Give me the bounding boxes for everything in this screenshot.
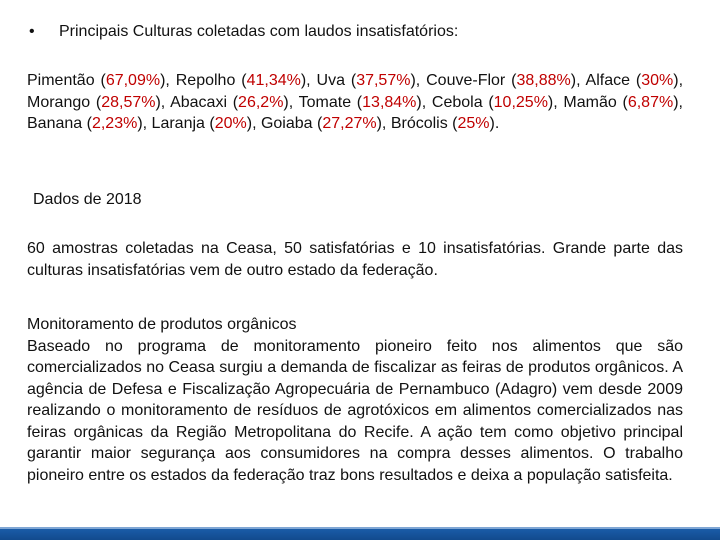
crop-name: Brócolis	[390, 115, 448, 132]
organic-title: Monitoramento de produtos orgânicos	[27, 316, 297, 333]
crop-percentage: 38,88%	[516, 72, 571, 89]
crop-item: Tomate (13,84%),	[298, 93, 432, 111]
crop-percentage: 30%	[641, 72, 674, 89]
crop-item: Alface (30%),	[585, 72, 684, 89]
crop-item: Repolho (41,34%),	[175, 72, 317, 89]
crop-name: Pimentão	[27, 72, 95, 89]
organic-body: Baseado no programa de monitoramento pioneiro feito nos alimentos que são comercializados no Ceasa surgiu a demanda de fiscalizar as feiras de produtos orgânicos. A agência de Defesa e Fiscalização Agropecuária de Pernambuco (Adagro) vem desde 2009 realizando o monitoramento de resíduos de agrotóxicos em alimentos comercializados nas feiras orgânicas da Região Metropolitana do Recife. A ação tem como objetivo principal garantir maior segurança aos consumidores na compra desses alimentos. O trabalho pioneiro entre os estados da federação traz bons resultados e deixa a população satisfeita.	[27, 337, 683, 484]
crop-percentage: 10,25%	[493, 93, 548, 111]
crop-name: Repolho	[175, 72, 236, 89]
bullet-icon: •	[29, 23, 35, 40]
year-heading: Dados de 2018	[33, 191, 142, 208]
crop-name: Morango	[27, 93, 91, 111]
crop-name: Uva	[316, 72, 345, 89]
crop-percentage: 6,87%	[627, 93, 674, 111]
crop-name: Goiaba	[260, 115, 313, 132]
crop-percentage: 20%	[214, 115, 247, 132]
crop-item: Goiaba (27,27%),	[260, 115, 391, 132]
crop-item: Cebola (10,25%),	[431, 93, 564, 111]
crop-percentage: 25%	[457, 115, 490, 132]
crop-item: Laranja (20%),	[151, 115, 261, 132]
crop-item: Uva (37,57%),	[316, 72, 427, 89]
crop-item: Pimentão (67,09%),	[27, 72, 176, 89]
crop-name: Cebola	[431, 93, 483, 111]
crop-percentage: 28,57%	[101, 93, 156, 111]
crop-item: Couve-Flor (38,88%),	[426, 72, 586, 89]
crop-item: Brócolis (25%).	[390, 115, 500, 132]
crop-item: Banana (2,23%),	[27, 115, 152, 132]
crop-item: Abacaxi (26,2%),	[170, 93, 299, 111]
crop-name: Alface	[585, 72, 630, 89]
samples-paragraph: 60 amostras coletadas na Ceasa, 50 satisfatórias e 10 insatisfatórias. Grande parte das culturas insatisfatórias vem de outro estado da federação.	[27, 240, 683, 279]
crop-item: Morango (28,57%),	[27, 93, 171, 111]
crop-name: Couve-Flor	[426, 72, 506, 89]
crop-percentage: 13,84%	[362, 93, 417, 111]
crop-name: Abacaxi	[170, 93, 227, 111]
bottom-bar	[0, 529, 720, 540]
crop-percentage: 26,2%	[238, 93, 284, 111]
organic-section	[27, 314, 683, 486]
crop-percentage: 27,27%	[322, 115, 377, 132]
crop-name: Mamão	[563, 93, 617, 111]
crop-item: Mamão (6,87%),	[563, 93, 683, 111]
bullet-heading-text: Principais Culturas coletadas com laudos insatisfatórios:	[59, 23, 459, 40]
crop-name: Banana	[27, 115, 83, 132]
crop-name: Laranja	[151, 115, 205, 132]
crop-percentage: 41,34%	[246, 72, 301, 89]
crop-name: Tomate	[298, 93, 352, 111]
crop-percentage: 67,09%	[105, 72, 161, 89]
crop-percentage: 2,23%	[91, 115, 138, 132]
crop-list	[27, 70, 683, 135]
crop-percentage: 37,57%	[356, 72, 411, 89]
